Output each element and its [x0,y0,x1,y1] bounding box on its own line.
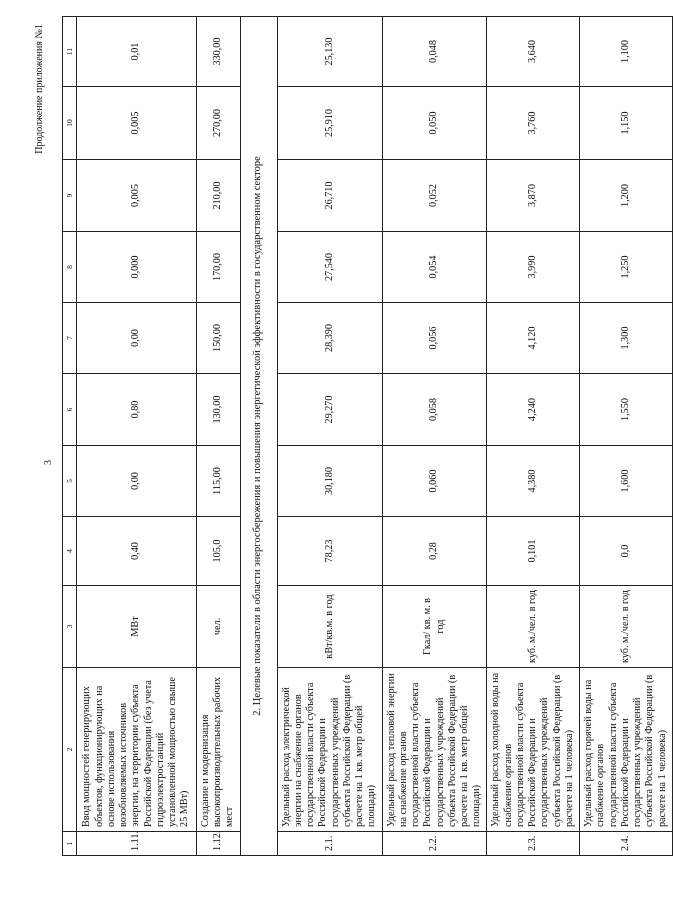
indicator-name: Удельный расход тепловой энергии на снабжение органов государственной власти субъекта Российской Федерации и государственных учреждений субъекта Российской Федерации (в расчете на 1 кв. метр общей площади) [382,668,487,832]
unit: МВт [77,586,197,668]
value-cell: 3,990 [487,232,580,303]
value-cell: 1,550 [580,374,673,446]
value-cell: 27,540 [277,232,382,303]
value-cell: 0,01 [77,17,197,87]
value-cell: 210,00 [197,160,241,232]
row-number: 1.11. [77,832,197,856]
value-cell: 26,710 [277,160,382,232]
unit: чел. [197,586,241,668]
indicators-table [62,16,673,856]
value-cell: 0,000 [77,232,197,303]
value-cell: 1,300 [580,303,673,374]
unit: Гкал/ кв. м. в год [382,586,487,668]
value-cell: 4,120 [487,303,580,374]
value-cell: 0,28 [382,517,487,586]
indicator-name: Создание и модернизация высокопроизводительных рабочих мест [197,668,241,832]
column-number: 5 [63,446,77,517]
column-number: 4 [63,517,77,586]
value-cell: 0,050 [382,87,487,160]
value-cell: 25,910 [277,87,382,160]
value-cell: 1,150 [580,87,673,160]
value-cell: 330,00 [197,17,241,87]
value-cell: 1,100 [580,17,673,87]
value-cell: 28,390 [277,303,382,374]
value-cell: 0,005 [77,87,197,160]
value-cell: 1,600 [580,446,673,517]
value-cell: 0,058 [382,374,487,446]
table-row [382,17,487,856]
indicator-name: Ввод мощностей генерирующих объектов, функционирующих на основе использования возобновляемых источников энергии, на территории субъекта Российской Федерации (без учета гидроэлектростанций установленной мощностью свыше 25 МВт) [77,668,197,832]
value-cell: 0,048 [382,17,487,87]
unit: куб. м./чел. в год [580,586,673,668]
value-cell: 1,250 [580,232,673,303]
row-number: 2.1. [277,832,382,856]
value-cell: 115,00 [197,446,241,517]
row-number: 1.12. [197,832,241,856]
section-title: 2. Целевые показатели в области энергосбережения и повышения энергетической эффективности в государственном секторе [240,17,277,856]
column-number: 11 [63,17,77,87]
column-number: 10 [63,87,77,160]
value-cell: 78,23 [277,517,382,586]
row-number: 2.3. [487,832,580,856]
column-number: 3 [63,586,77,668]
column-number: 9 [63,160,77,232]
value-cell: 0,40 [77,517,197,586]
column-number-row [63,17,77,856]
value-cell: 0,056 [382,303,487,374]
table-row [487,17,580,856]
indicator-name: Удельный расход горячей воды на снабжение органов государственной власти субъекта Российской Федерации и государственных учреждений субъекта Российской Федерации (в расчете на 1 человека) [580,668,673,832]
value-cell: 0,060 [382,446,487,517]
continuation-label: Продолжение приложения №1 [34,24,45,154]
value-cell: 4,240 [487,374,580,446]
column-number: 1 [63,832,77,856]
value-cell: 3,760 [487,87,580,160]
value-cell: 130,00 [197,374,241,446]
unit: куб. м./чел. в год [487,586,580,668]
column-number: 8 [63,232,77,303]
value-cell: 270,00 [197,87,241,160]
value-cell: 0,0 [580,517,673,586]
value-cell: 1,200 [580,160,673,232]
row-number: 2.2. [382,832,487,856]
page-number: 3 [43,460,54,465]
value-cell: 29,270 [277,374,382,446]
table-row [77,17,197,856]
value-cell: 0,00 [77,446,197,517]
value-cell: 0,005 [77,160,197,232]
value-cell: 0,101 [487,517,580,586]
value-cell: 25,130 [277,17,382,87]
value-cell: 0,00 [77,303,197,374]
indicator-name: Удельный расход холодной воды на снабжение органов государственной власти субъекта Российской Федерации и государственных учреждений субъекта Российской Федерации (в расчете на 1 человека) [487,668,580,832]
indicator-name: Удельный расход электрической энергии на снабжение органов государственной власти субъекта Российской Федерации и государственных учреждений субъекта Российской Федерации (в расчете на 1 кв. метр общей площади) [277,668,382,832]
value-cell: 0,052 [382,160,487,232]
value-cell: 0,054 [382,232,487,303]
value-cell: 0,80 [77,374,197,446]
value-cell: 3,870 [487,160,580,232]
value-cell: 170,00 [197,232,241,303]
column-number: 7 [63,303,77,374]
value-cell: 3,640 [487,17,580,87]
section-row [240,17,277,856]
unit: кВт/кв.м. в год [277,586,382,668]
row-number: 2.4. [580,832,673,856]
value-cell: 150,00 [197,303,241,374]
table-row [277,17,382,856]
table-row [580,17,673,856]
column-number: 6 [63,374,77,446]
value-cell: 4,380 [487,446,580,517]
value-cell: 105,0 [197,517,241,586]
value-cell: 30,180 [277,446,382,517]
table-row [197,17,241,856]
column-number: 2 [63,668,77,832]
